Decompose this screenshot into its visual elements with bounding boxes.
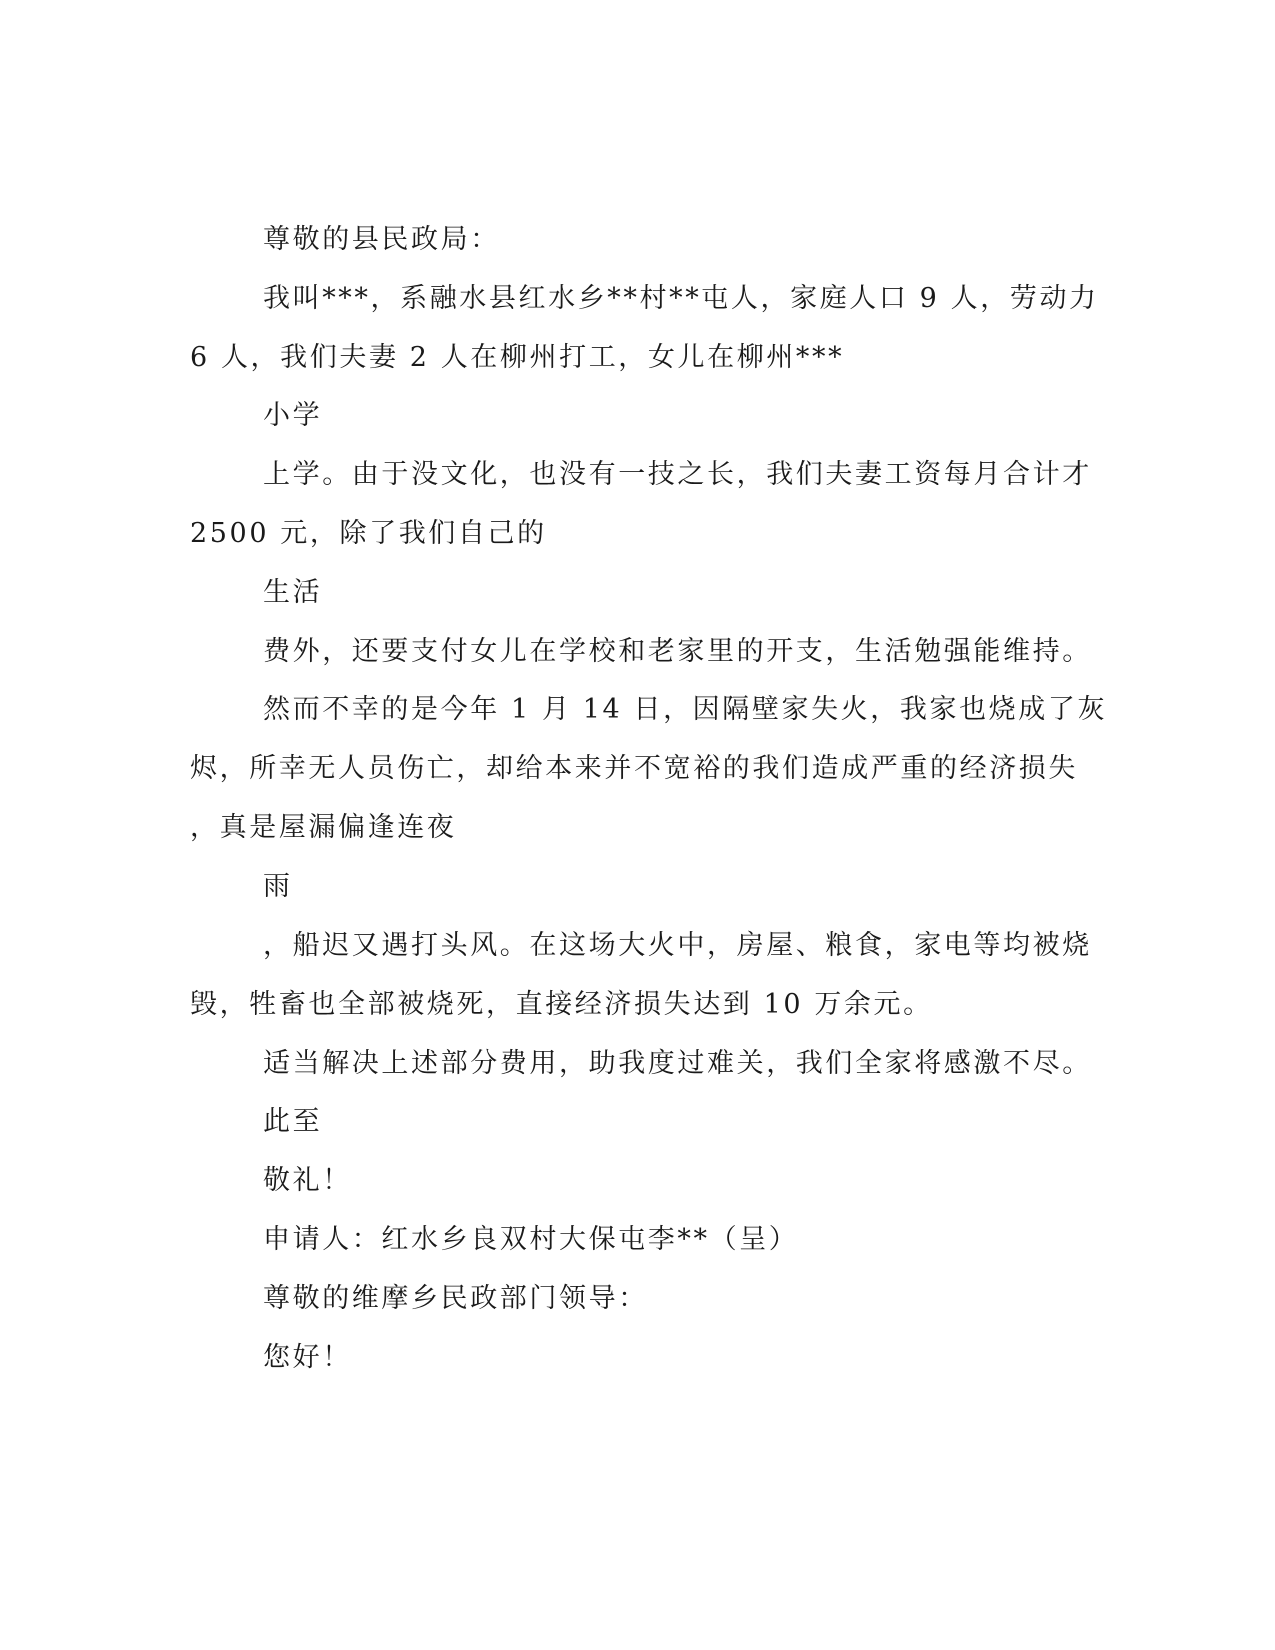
salutation: 尊敬的县民政局： bbox=[263, 224, 500, 255]
closing-line: 此至 bbox=[263, 1106, 323, 1137]
paragraph-line: ，真是屋漏偏逢连夜 bbox=[190, 812, 457, 843]
paragraph-line: 小学 bbox=[263, 400, 323, 431]
paragraph-line: 适当解决上述部分费用，助我度过难关，我们全家将感激不尽。 bbox=[263, 1048, 1092, 1079]
paragraph-line: ，船迟又遇打头风。在这场大火中，房屋、粮食，家电等均被烧 bbox=[263, 930, 1092, 961]
second-salutation: 尊敬的维摩乡民政部门领导： bbox=[263, 1283, 648, 1314]
paragraph-line: 上学。由于没文化，也没有一技之长，我们夫妻工资每月合计才 bbox=[263, 459, 1092, 490]
greeting: 您好！ bbox=[263, 1342, 352, 1373]
applicant-signature: 申请人：红水乡良双村大保屯李**（呈） bbox=[263, 1224, 799, 1255]
paragraph-line: 生活 bbox=[263, 577, 323, 608]
paragraph-line: 然而不幸的是今年 1 月 14 日，因隔壁家失火，我家也烧成了灰 bbox=[263, 694, 1108, 725]
paragraph-line: 雨 bbox=[263, 871, 293, 902]
closing-salute: 敬礼！ bbox=[263, 1165, 352, 1196]
paragraph-line: 费外，还要支付女儿在学校和老家里的开支，生活勉强能维持。 bbox=[263, 636, 1092, 667]
paragraph-line: 毁，牲畜也全部被烧死，直接经济损失达到 10 万余元。 bbox=[190, 989, 933, 1020]
paragraph-line: 烬，所幸无人员伤亡，却给本来并不宽裕的我们造成严重的经济损失 bbox=[190, 753, 1078, 784]
paragraph-line: 2500 元，除了我们自己的 bbox=[190, 518, 547, 549]
paragraph-line: 6 人，我们夫妻 2 人在柳州打工，女儿在柳州*** bbox=[190, 342, 845, 373]
paragraph-line: 我叫***，系融水县红水乡**村**屯人，家庭人口 9 人，劳动力 bbox=[263, 283, 1099, 314]
